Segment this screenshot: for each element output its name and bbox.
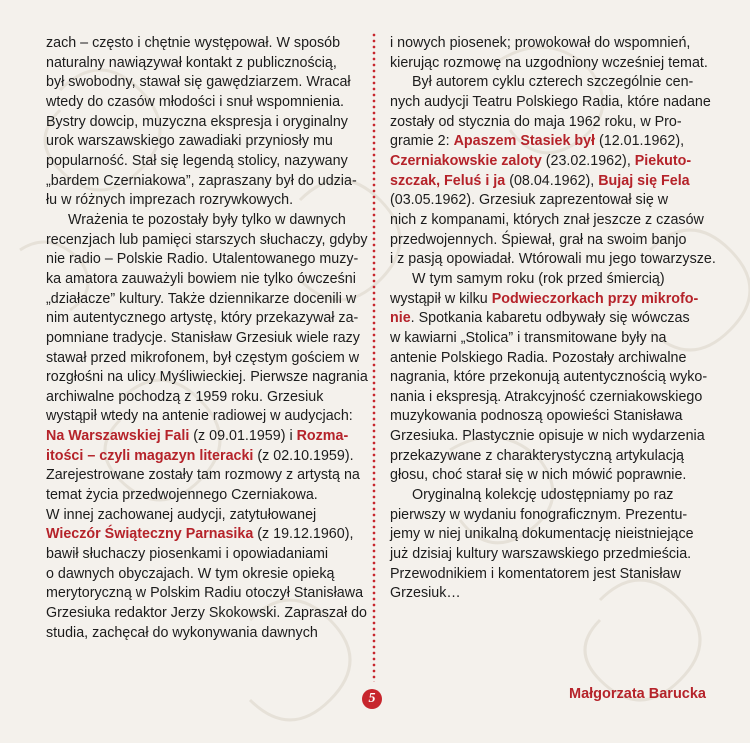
text-line: Bystry dowcip, muzyczna ekspresja i oryginalny [46, 113, 348, 130]
text-line [390, 152, 708, 172]
text-line: zach – często i chętnie występował. W sposób [46, 35, 341, 51]
dotted-column-divider [372, 32, 376, 682]
text-line: Oryginalną kolekcję udostępniamy po raz [412, 487, 674, 504]
text-line [390, 309, 708, 329]
text-line: Zarejestrowane zostały tam rozmowy z artystą na [46, 467, 360, 484]
broadcast-title: itości – czyli magazyn literacki [46, 447, 254, 464]
text-line: Wrażenia te pozostały były tylko w dawnych [68, 211, 346, 228]
text-line: w kawiarni „Stolica” i transmitowane były na [390, 329, 667, 346]
broadcast-title: Podwieczorkach przy mikrofo- [491, 290, 699, 307]
text-fragment: (z 19.12.1960), [253, 526, 354, 543]
text-line: ka amatora zauważyli bowiem nie tylko ówcześni [46, 270, 356, 287]
text-line: nych audycji Teatru Polskiego Radia, które nadane [390, 93, 711, 110]
text-line: W innej zachowanej audycji, zatytułowanej [46, 506, 317, 523]
text-line: „działacze” kultury. Także dziennikarze docenili w [46, 290, 357, 307]
text-line: Grzesiuk… [390, 585, 461, 602]
text-line: bawił słuchaczy piosenkami i opowiadaniami [46, 546, 329, 563]
text-line: studia, zachęcał do wykonywania dawnych [46, 624, 318, 641]
text-line: archiwalne pochodzą z 1959 roku. Grzesiuk [46, 388, 324, 405]
text-line: antenie Polskiego Radia. Pozostały archiwalne [390, 349, 687, 366]
text-line: nich z kompanami, których znał jeszcze z czasów [390, 211, 704, 228]
text-line: temat życia przedwojennego Czerniakowa. [46, 487, 318, 504]
text-line: wystąpił wtedy na antenie radiowej w audycjach: [46, 408, 353, 425]
text-line: „bardem Czerniakowa”, zapraszany był do udzia- [46, 172, 357, 189]
text-line [390, 290, 708, 310]
text-line: przekazywane z charakterystyczną artykulacją [390, 447, 685, 464]
broadcast-title: Czerniakowskie zaloty [390, 152, 542, 169]
text-line: zostały od stycznia do maja 1962 roku, w Pro- [390, 113, 682, 130]
text-line: i nowych piosenek; prowokował do wspomnień, [390, 35, 691, 51]
text-line: merytoryczną w Polskim Radiu otoczył Stanisława [46, 585, 364, 602]
text-line: pomniane tradycje. Stanisław Grzesiuk wiele razy [46, 329, 360, 346]
text-fragment: (12.01.1962), [595, 133, 685, 150]
broadcast-title: Na Warszawskiej Fali [46, 428, 190, 445]
right-column [390, 34, 716, 604]
broadcast-title: Bujaj się Fela [598, 172, 690, 189]
broadcast-title: szczak, Feluś i ja [390, 172, 506, 189]
text-line: jemy w niej unikalną dokumentację nieistniejące [390, 526, 694, 543]
text-line: W tym samym roku (rok przed śmiercią) [412, 270, 665, 287]
text-line: urok warszawskiego zawadiaki przyniosły mu [46, 133, 333, 150]
text-line [46, 525, 362, 545]
text-line: Grzesiuka. Plastycznie opisuje w nich wydarzenia [390, 428, 705, 445]
broadcast-title: nie [390, 310, 411, 327]
text-line: łu w różnych imprezach rozrywkowych. [46, 192, 294, 209]
right-paragraph-1 [390, 34, 708, 73]
text-fragment: (23.02.1962), [541, 152, 635, 169]
text-line: naturalny nawiązywał kontakt z publicznością, [46, 54, 337, 71]
left-paragraph-1 [46, 34, 362, 211]
text-fragment: (08.04.1962), [505, 172, 599, 189]
text-line: nagrania, które przekonują autentycznością wyko- [390, 369, 708, 386]
text-fragment: wystąpił w kilku [390, 290, 492, 307]
text-line: muzykowania podnoszą opowieści Stanisława [390, 408, 683, 425]
text-line: Grzesiuka redaktor Jerzy Skokowski. Zapraszał do [46, 605, 368, 622]
text-line: rozgłośni na ulicy Myśliwieckiej. Pierwsze nagrania [46, 369, 368, 386]
broadcast-title: Rozma- [296, 428, 349, 445]
text-fragment: . Spotkania kabaretu odbywały się wówczas [410, 310, 690, 327]
left-paragraph-2 [46, 211, 368, 643]
text-line: Przewodnikiem i komentatorem jest Stanisław [390, 565, 681, 582]
text-line: nim autentycznego artystę, który przekazywał za- [46, 310, 359, 327]
text-fragment: (z 09.01.1959) i [189, 428, 297, 445]
page-number: 5 [362, 689, 382, 709]
text-line: Był autorem cyklu czterech szczególnie cen- [412, 74, 694, 91]
broadcast-title: Wieczór Świąteczny Parnasika [46, 526, 254, 543]
text-line: wtedy do czasów młodości i snuł wspomnienia. [46, 93, 344, 110]
text-line: pierwszy w wydaniu fonograficznym. Prezentu- [390, 506, 688, 523]
text-line [46, 427, 362, 447]
text-line: przedwojennych. Śpiewał, grał na swoim banjo [390, 231, 687, 248]
broadcast-title: Apaszem Stasiek był [453, 133, 596, 150]
broadcast-title: Piekuto- [634, 152, 692, 169]
right-paragraph-2 [390, 73, 716, 270]
text-fragment: gramie 2: [390, 133, 454, 150]
text-line: głosu, choć starał się w nich mówić poprawnie. [390, 467, 687, 484]
text-line: nania i ekspresją. Atrakcyjność czerniakowskiego [390, 388, 703, 405]
right-paragraph-4 [390, 486, 708, 604]
text-line: już dzisiaj kultury warszawskiego przedmieścia. [390, 546, 692, 563]
text-line [390, 172, 708, 192]
text-line: kierując rozmowę na uzgodniony wcześniej temat. [390, 54, 708, 71]
text-fragment: (z 02.10.1959). [253, 447, 354, 464]
text-line: i z pasją opowiadał. Wtórowali mu jego towarzysze. [390, 251, 716, 268]
text-line: o dawnych obyczajach. W tym okresie opieką [46, 565, 335, 582]
text-line: był swobodny, stawał się gawędziarzem. Wracał [46, 74, 351, 91]
left-column [46, 34, 368, 643]
text-line: (03.05.1962). Grzesiuk zaprezentował się w [390, 192, 669, 209]
text-line [46, 447, 362, 467]
right-paragraph-3 [390, 270, 708, 486]
text-line [390, 132, 708, 152]
text-line: nie radio – Polskie Radio. Utalentowanego muzy- [46, 251, 359, 268]
text-line: recenzjach lub pamięci starszych słuchaczy, gdyby [46, 231, 368, 248]
author-signature: Małgorzata Barucka [569, 686, 706, 702]
text-line: stawał przed mikrofonem, był częstym gościem w [46, 349, 360, 366]
text-line: popularność. Stał się legendą stolicy, nazywany [46, 152, 348, 169]
